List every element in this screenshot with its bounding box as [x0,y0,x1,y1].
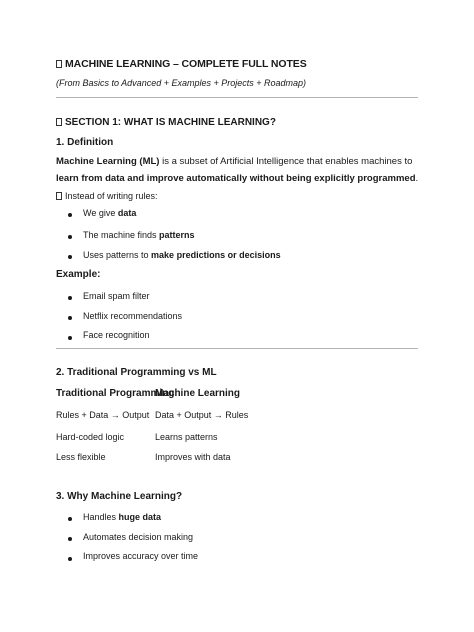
list-item-text: We give [83,208,118,218]
definition-term: Machine Learning (ML) [56,156,160,167]
definition-text: is a subset of Artificial Intelligence that enables machines to [159,156,413,167]
table-cell: Data + Output → Rules [155,410,249,420]
list-item-bold: huge data [118,512,162,522]
section-1-title-text: SECTION 1: WHAT IS MACHINE LEARNING? [65,117,276,128]
list-item: Improves accuracy over time [83,551,199,561]
bullet-dot [68,296,72,300]
bullet-dot [68,316,72,320]
list-item [83,230,195,240]
list-item: Netflix recommendations [83,311,183,321]
document-title-text: MACHINE LEARNING – COMPLETE FULL NOTES [65,58,307,70]
missing-glyph-icon [56,60,62,68]
list-item-text: The machine finds [83,230,160,240]
document-title [56,58,307,70]
definition-end: . [415,173,419,184]
definition-emphasis: data and improve automatically without being explicitly programmed [105,173,416,184]
list-item [83,208,136,218]
list-item-text: Uses patterns to [83,250,152,260]
divider [56,348,418,349]
example-heading: Example: [56,269,101,280]
list-item [83,512,161,522]
bullet-dot [68,557,72,561]
table-cell: Hard-coded logic [56,432,125,442]
bullet-dot [68,255,72,259]
table-cell: Rules + Data → Output [56,410,150,420]
table-cell: Improves with data [155,452,231,462]
list-item-bold: make predictions or decisions [151,250,281,260]
instead-note-text: Instead of writing rules: [65,191,158,201]
document-subtitle: (From Basics to Advanced + Examples + Projects + Roadmap) [56,78,307,88]
definition-emphasis: learn from [56,173,103,184]
list-item [83,250,281,260]
bullet-dot [68,336,72,340]
why-ml-heading: 3. Why Machine Learning? [56,491,183,502]
table-header-traditional: Traditional Programming [56,388,175,399]
table-header-ml: Machine Learning [155,388,241,399]
bullet-dot [68,537,72,541]
bullet-dot [68,213,72,217]
missing-glyph-icon [56,118,62,126]
list-item-bold: data [117,208,137,218]
section-1-title [56,117,276,128]
definition-heading: 1. Definition [56,137,114,148]
list-item-bold: patterns [159,230,195,240]
bullet-dot [68,517,72,521]
bullet-dot [68,235,72,239]
list-item-text: Handles [83,512,119,522]
list-item: Automates decision making [83,532,194,542]
list-item: Email spam filter [83,291,150,301]
missing-glyph-icon [56,192,62,200]
list-item: Face recognition [83,330,150,340]
comparison-heading: 2. Traditional Programming vs ML [56,367,217,378]
divider [56,97,418,98]
definition-paragraph [56,153,421,187]
table-cell: Less flexible [56,452,106,462]
table-cell: Learns patterns [155,432,218,442]
instead-note [56,191,158,201]
